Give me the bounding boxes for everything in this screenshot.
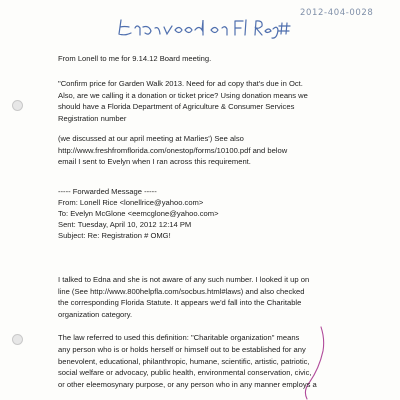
- body-line: organization category.: [58, 310, 133, 319]
- email-from: From: Lonell Rice <lonellrice@yahoo.com>: [58, 198, 204, 207]
- body-line: benevolent, educational, philanthropic, humane, scientific, artistic, patriotic,: [58, 357, 310, 366]
- body-line: should have a Florida Department of Agriculture & Consumer Services: [58, 102, 295, 111]
- body-line: any person who is or holds herself or himself out to be established for any: [58, 345, 306, 354]
- punch-hole-bottom: [12, 334, 23, 345]
- body-line: (we discussed at our april meeting at Marlies') See also: [58, 134, 244, 143]
- body-line: Also, are we calling it a donation or ticket price? Using donation means we: [58, 91, 308, 100]
- body-line: From Lonell to me for 9.14.12 Board meeting.: [58, 54, 212, 63]
- forwarded-message-divider: ----- Forwarded Message -----: [58, 187, 157, 196]
- body-line: "Confirm price for Garden Walk 2013. Need for ad copy that's due in Oct.: [58, 79, 303, 88]
- punch-hole-top: [12, 100, 23, 111]
- body-line: http://www.freshfromflorida.com/onestop/forms/10100.pdf and below: [58, 146, 288, 155]
- email-sent: Sent: Tuesday, April 10, 2012 12:14 PM: [58, 220, 192, 229]
- body-line: the corresponding Florida Statute. It appears we'd fall into the Charitable: [58, 298, 302, 307]
- body-line: social welfare or advocacy, public health, environmental conservation, civic,: [58, 368, 312, 377]
- document-reference-number: 2012-404-0028: [300, 8, 374, 18]
- body-line: Registration number: [58, 114, 127, 123]
- body-line: email I sent to Evelyn when I ran across this requirement.: [58, 157, 251, 166]
- body-line: The law referred to used this definition: "Charitable organization" means: [58, 333, 300, 342]
- handwritten-note: [115, 14, 295, 42]
- body-line: line (See http://www.800helpfla.com/socbus.html#laws) and also checked: [58, 287, 305, 296]
- body-line: I talked to Edna and she is not aware of any such number. I looked it up on: [58, 275, 310, 284]
- email-subject: Subject: Re: Registration # OMG!: [58, 231, 171, 240]
- email-to: To: Evelyn McGlone <eemcglone@yahoo.com>: [58, 209, 219, 218]
- body-line: or other eleemosynary purpose, or any person who in any manner employs a: [58, 380, 317, 389]
